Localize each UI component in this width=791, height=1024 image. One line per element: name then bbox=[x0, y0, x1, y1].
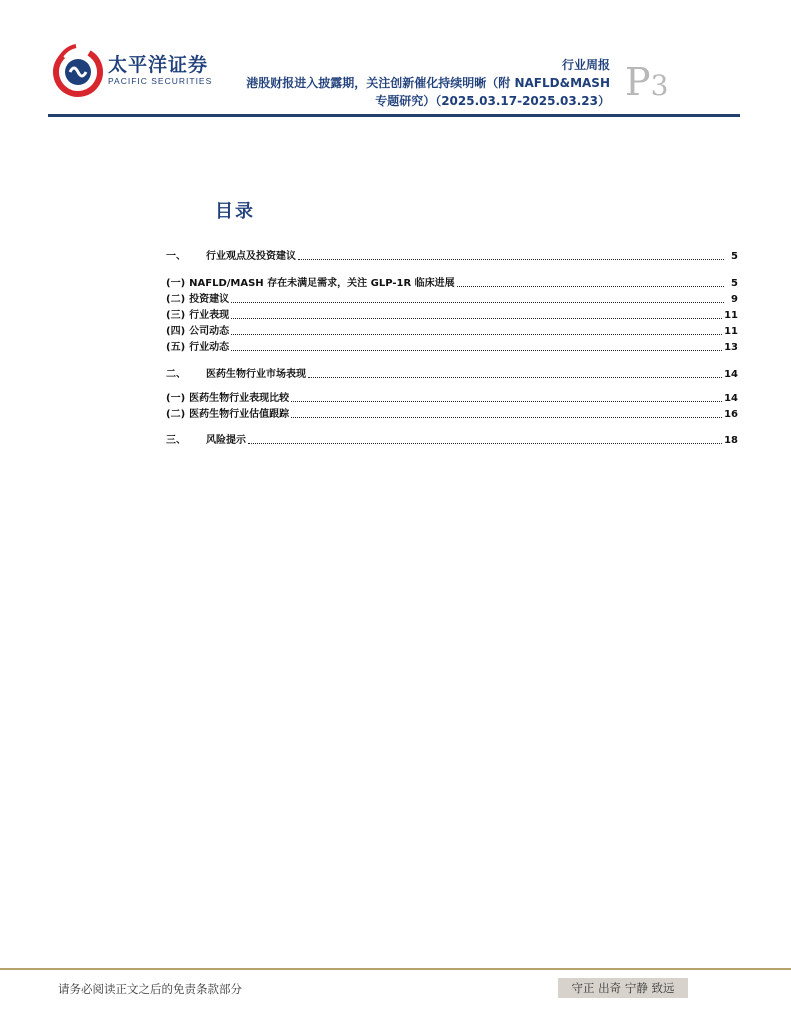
toc-entry[interactable] bbox=[166, 431, 738, 447]
toc-entry[interactable] bbox=[166, 247, 738, 263]
report-title bbox=[190, 74, 610, 110]
toc-entry-page: 11 bbox=[724, 310, 738, 321]
toc-entry[interactable] bbox=[166, 290, 738, 306]
toc-entry-number: 一、 bbox=[166, 251, 186, 262]
toc-entry-label: NAFLD/MASH 存在未满足需求，关注 GLP-1R 临床进展 bbox=[189, 278, 455, 289]
header-divider bbox=[48, 114, 740, 117]
toc-heading: 目录 bbox=[215, 201, 255, 222]
toc-entry[interactable] bbox=[166, 365, 738, 381]
toc-entry-label: 行业动态 bbox=[189, 342, 230, 353]
report-title-line-2: 专题研究）（2025.03.17-2025.03.23） bbox=[375, 94, 610, 108]
toc-entry-page: 9 bbox=[731, 294, 738, 305]
toc-entry-page: 5 bbox=[731, 278, 738, 289]
toc-entry-label: 行业观点及投资建议 bbox=[206, 251, 296, 262]
toc-leader-dots bbox=[231, 309, 722, 319]
toc-entry-page: 13 bbox=[724, 342, 738, 353]
toc-leader-dots bbox=[291, 408, 722, 418]
toc-entry-label: 风险提示 bbox=[206, 435, 246, 446]
footer-disclaimer-note: 请务必阅读正文之后的免责条款部分 bbox=[58, 982, 242, 996]
toc-entry-number: (二) bbox=[166, 409, 186, 420]
toc-entry-page: 11 bbox=[724, 326, 738, 337]
toc-leader-dots bbox=[308, 368, 722, 378]
toc-entry-label: 公司动态 bbox=[189, 326, 230, 337]
pacific-securities-logo-icon bbox=[50, 42, 106, 98]
toc-leader-dots bbox=[231, 293, 724, 303]
toc-entry-label: 行业表现 bbox=[189, 310, 230, 321]
toc-leader-dots bbox=[231, 325, 722, 335]
toc-entry-number: (四) bbox=[166, 326, 186, 337]
toc-entry-page: 5 bbox=[731, 251, 738, 262]
toc-entry-label: 医药生物行业市场表现 bbox=[206, 369, 306, 380]
toc-entry[interactable] bbox=[166, 338, 738, 354]
toc-entry[interactable] bbox=[166, 405, 738, 421]
toc-entry-number: (一) bbox=[166, 278, 186, 289]
report-type: 行业周报 bbox=[561, 58, 610, 72]
toc-leader-dots bbox=[231, 341, 722, 351]
toc-entry-number: (一) bbox=[166, 393, 186, 404]
toc-entry-label: 医药生物行业表现比较 bbox=[189, 393, 290, 404]
footer-divider bbox=[0, 968, 791, 970]
toc-entry[interactable] bbox=[166, 306, 738, 322]
brand-name-en: PACIFIC SECURITIES bbox=[108, 76, 213, 86]
toc-entry-number: (二) bbox=[166, 294, 186, 305]
toc-entry-label: 投资建议 bbox=[189, 294, 230, 305]
toc-leader-dots bbox=[298, 250, 724, 260]
toc-entry-page: 14 bbox=[724, 369, 738, 380]
toc-entry-number: 三、 bbox=[166, 435, 186, 446]
toc-entry-page: 16 bbox=[724, 409, 738, 420]
page-number-prefix: P bbox=[625, 60, 651, 104]
toc-entry-page: 18 bbox=[724, 435, 738, 446]
footer-slogan: 守正 出奇 宁静 致远 bbox=[558, 978, 688, 998]
toc-entry-page: 14 bbox=[724, 393, 738, 404]
toc-entry[interactable] bbox=[166, 389, 738, 405]
toc-entry[interactable] bbox=[166, 322, 738, 338]
page-number bbox=[625, 60, 668, 104]
toc-leader-dots bbox=[248, 434, 722, 444]
toc-entry-label: 医药生物行业估值跟踪 bbox=[189, 409, 290, 420]
toc-entry-number: (五) bbox=[166, 342, 186, 353]
report-title-line-1: 港股财报进入披露期，关注创新催化持续明晰（附 NAFLD&MASH bbox=[246, 76, 610, 90]
brand-name-cn: 太平洋证券 bbox=[108, 54, 209, 76]
toc-entry-number: 二、 bbox=[166, 369, 186, 380]
toc-leader-dots bbox=[291, 392, 722, 402]
toc-leader-dots bbox=[457, 277, 724, 287]
toc-entry[interactable] bbox=[166, 274, 738, 290]
toc-entry-number: (三) bbox=[166, 310, 186, 321]
page-number-value: 3 bbox=[650, 69, 669, 102]
